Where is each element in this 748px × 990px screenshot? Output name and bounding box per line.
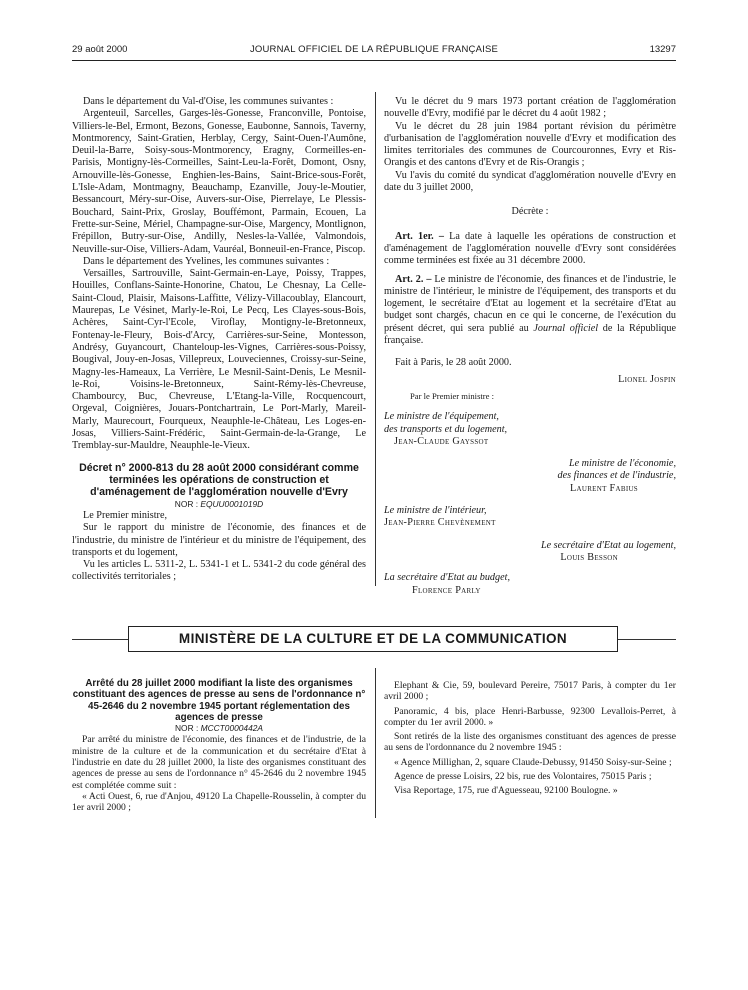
column-divider-bottom [375, 668, 376, 818]
banner-rule-right [618, 639, 676, 640]
premier-ministre: Le Premier ministre, [83, 509, 168, 521]
article-1-label: Art. 1er. – [395, 230, 444, 242]
decrete: Décrète : [511, 206, 549, 218]
header-journal-title: JOURNAL OFFICIEL DE LA RÉPUBLIQUE FRANÇAISE [249, 44, 499, 55]
sig-economie-line-2: des finances et de l'industrie, [557, 470, 676, 482]
decree-title: Décret n° 2000-813 du 28 août 2000 considérant comme terminées les opérations de construction et d'aménagement de l'agglomération nouvelle d'Evry [79, 461, 359, 498]
sig-logement-name: Louis Besson [560, 551, 618, 563]
par-le-premier-ministre: Par le Premier ministre : [410, 390, 495, 401]
sig-equipement [384, 411, 676, 448]
sont-retires: Sont retirés de la liste des organismes constituant des agences de presse au sens de l'ordonnance du 2 novembre 1945 : [384, 731, 676, 754]
agence-acti-ouest: « Acti Ouest, 6, rue d'Anjou, 49120 La Chapelle-Rousselin, à compter du 1er avril 2000 ; [72, 790, 366, 814]
sig-logement-line-1: Le secrétaire d'Etat au logement, [540, 539, 676, 551]
yvelines-intro: Dans le département des Yvelines, les communes suivantes : [83, 255, 330, 267]
ministry-title: MINISTÈRE DE LA CULTURE ET DE LA COMMUNICATION [178, 631, 568, 646]
column-divider [375, 92, 376, 586]
sig-interieur-name: Jean-Pierre Chevènement [384, 517, 496, 529]
agence-visa-reportage: Visa Reportage, 175, rue d'Aguesseau, 92100 Boulogne. » [394, 785, 618, 797]
agence-loisirs: Agence de presse Loisirs, 22 bis, rue des Volontaires, 75015 Paris ; [394, 771, 652, 783]
article-1-text: La date à laquelle les opérations de construction et d'aménagement de l'agglomération nouvelle d'Evry sont considérées comme terminées est fixée au 31 décembre 2000. [384, 230, 676, 267]
decree-nor-code: EQUU0001019D [200, 498, 264, 509]
arrete-nor-code: MCCT0000442A [200, 723, 263, 734]
right-column [384, 96, 676, 597]
banner-rule-left [72, 639, 128, 640]
sig-equipement-name: Jean-Claude Gayssot [394, 435, 489, 447]
sig-equipement-line-2: des transports et du logement, [384, 423, 508, 435]
sig-economie-line-1: Le ministre de l'économie, [568, 458, 676, 470]
sig-budget-line-1: La secrétaire d'Etat au budget, [384, 572, 511, 584]
page-header [72, 44, 676, 60]
agence-elephant: Elephant & Cie, 59, boulevard Pereire, 75017 Paris, à compter du 1er avril 2000 ; [384, 680, 676, 703]
arrete-nor [72, 723, 366, 734]
sig-budget-name: Florence Parly [412, 584, 481, 596]
article-1 [384, 231, 676, 268]
agence-millighan: « Agence Millighan, 2, square Claude-Debussy, 91450 Soisy-sur-Seine ; [394, 756, 672, 768]
ministry-banner [128, 626, 618, 652]
article-2-text: Le ministre de l'économie, des finances et de l'industrie, le ministre de l'intérieur, le ministre de l'équipement, des transports et du logement, le secrétaire d'Etat au logement et la secrétaire d'Etat au budget sont chargés, chacun en ce qui le concerne, de l'exécution du présent décret, qui sera publié au [384, 273, 676, 334]
header-date: 29 août 2000 [72, 44, 128, 55]
sig-logement [384, 540, 676, 565]
vu-avis-comite: Vu l'avis du comité du syndicat d'agglomération nouvelle d'Evry en date du 3 juillet 2000, [384, 169, 676, 194]
signature-premier-ministre: Lionel Jospin [618, 373, 676, 385]
valdoise-communes: Argenteuil, Sarcelles, Garges-lès-Gonesse, Franconville, Pontoise, Villiers-le-Bel, Ermont, Bezons, Gonesse, Eaubonne, Sannois, Taverny, Montmorency, Saint-Gratien, Herblay, Cergy, Saint-Ouen-l'Aumône, Deuil-la-Barre, Soisy-sous-Montmorency, Eragny, Cormeilles-en-Parisis, Montigny-lès-Cormeilles, Saint-Leu-la-Forêt, Domont, Osny, Arnouville-lès-Gonesse, Enghien-les-Bains, Saint-Brice-sous-Forêt, L'Isle-Adam, Montmagny, Beauchamp, Ezanville, Jouy-le-Moutier, Bessancourt, Méry-sur-Oise, Auvers-sur-Oise, Pierrelaye, Le Plessis-Bouchard, Saint-Prix, Groslay, Bouffémont, Parmain, Ecouen, La Frette-sur-Seine, Mériel, Champagne-sur-Oise, Margency, Montlignon, Frépillon, Butry-sur-Oise, Andilly, Nesles-la-Vallée, Valmondois, Neuville-sur-Oise, Villiers-Adam, Vauréal, Bonneuil-en-France, Piscop. [72, 108, 366, 255]
yvelines-communes: Versailles, Sartrouville, Saint-Germain-en-Laye, Poissy, Trappes, Houilles, Conflans-Sainte-Honorine, Chatou, Le Chesnay, La Celle-Saint-Cloud, Plaisir, Maisons-Laffitte, Vélizy-Villacoublay, Elancourt, Maurepas, Le Vésinet, Marly-le-Roi, Le Pecq, Les Clayes-sous-Bois, Achères, Saint-Cyr-l'Ecole, Viroflay, Montigny-le-Bretonneux, Fontenay-le-Fleury, Bois-d'Arcy, Carrières-sur-Seine, Montesson, Andrésy, Guyancourt, Chanteloup-les-Vignes, Carrières-sous-Poissy, Bougival, Jouy-en-Josas, Villepreux, Louveciennes, Croissy-sur-Seine, Magny-les-Hameaux, La Verrière, Le Mesnil-Saint-Denis, Le Mesnil-le-Roi, Voisins-le-Bretonneux, Saint-Rémy-lès-Chevreuse, Chambourcy, Buc, Chevreuse, L'Etang-la-Ville, Rocquencourt, Orgeval, Coignières, Jouars-Pontchartrain, Le Port-Marly, Mareil-Marly, Maurecourt, Fourqueux, Neauphle-le-Château, Les Loges-en-Josas, Villiers-Saint-Frédéric, Saint-Germain-de-la-Grange, Le Tremblay-sur-Mauldre, Neauphle-le-Vieux. [72, 268, 366, 452]
vu-decret-1973: Vu le décret du 9 mars 1973 portant création de l'agglomération nouvelle d'Evry, modifié par le décret du 4 août 1982 ; [384, 96, 676, 120]
sig-equipement-line-1: Le ministre de l'équipement, [384, 411, 499, 423]
article-2 [384, 274, 676, 348]
article-2-end: de la République française. [384, 322, 676, 347]
sig-interieur [384, 505, 676, 530]
vu-decret-1984: Vu le décret du 28 juin 1984 portant révision du périmètre d'urbanisation de l'agglomération nouvelle d'Evry et modification des limites territoriales des communes de Courcouronnes, Evry et Ris-Orangis et des cantons d'Evry et de Ris-Orangis ; [384, 120, 676, 169]
arrete-left-column [72, 678, 366, 814]
vu-articles: Vu les articles L. 5311-2, L. 5341-1 et L. 5341-2 du code général des collectivités territoriales ; [72, 559, 366, 583]
decree-nor-label: NOR : [174, 498, 199, 509]
header-rule [72, 60, 676, 61]
fait-a-paris: Fait à Paris, le 28 août 2000. [395, 357, 512, 369]
sig-interieur-line-1: Le ministre de l'intérieur, [384, 505, 487, 517]
decree-nor [72, 498, 366, 510]
par-arrete: Par arrêté du ministre de l'économie, des finances et de l'industrie, de la ministre de la culture et de la communication et du secrétaire d'Etat à l'industrie en date du 28 juillet 2000, la liste des organismes constituant des agences de presse au sens de l'ordonnance n° 45-2646 du 2 novembre 1945 est complétée comme suit : [72, 734, 366, 791]
left-column [72, 96, 366, 584]
article-2-label: Art. 2. – [395, 273, 432, 285]
sig-budget [384, 572, 676, 597]
agence-panoramic: Panoramic, 4 bis, place Henri-Barbusse, 92300 Levallois-Perret, à compter du 1er avril 2000. » [384, 705, 676, 728]
article-2-journal: Journal officiel [533, 322, 599, 334]
arrete-nor-label: NOR : [175, 723, 199, 734]
valdoise-intro: Dans le département du Val-d'Oise, les communes suivantes : [83, 96, 334, 107]
arrete-title: Arrêté du 28 juillet 2000 modifiant la liste des organismes constituant des agences de presse au sens de l'ordonnance n° 45-2646 du 2 novembre 1945 portant réglementation des agences de presse [72, 678, 366, 723]
sig-economie [384, 458, 676, 495]
sur-le-rapport: Sur le rapport du ministre de l'économie, des finances et de l'industrie, du ministre de l'intérieur et du ministre de l'équipement, des transports et du logement, [72, 522, 366, 558]
arrete-right-column [384, 680, 676, 797]
sig-economie-name: Laurent Fabius [569, 482, 638, 494]
header-page-number: 13297 [649, 44, 676, 55]
